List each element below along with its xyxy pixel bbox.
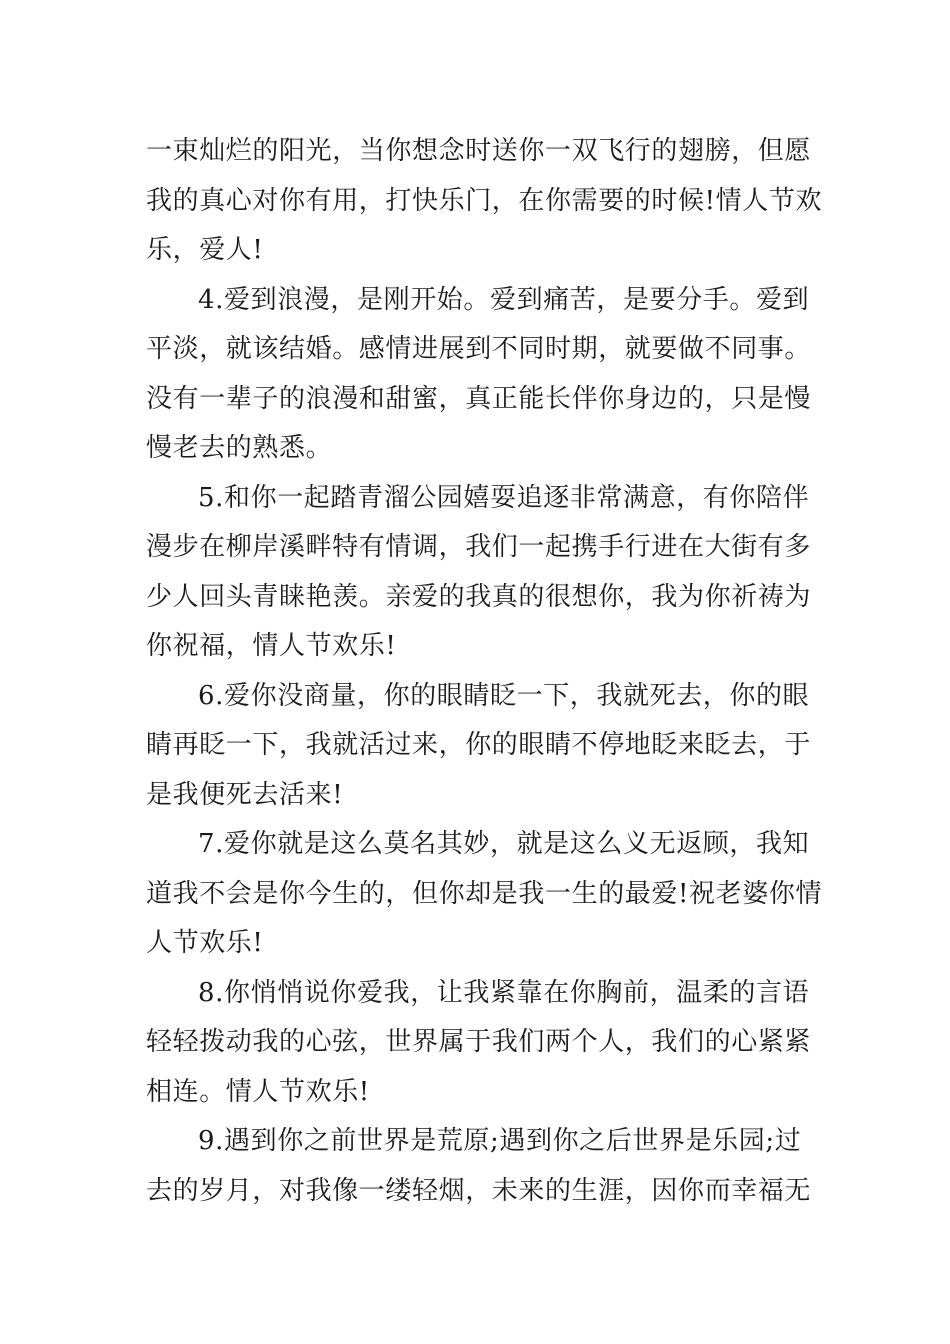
text-line: 没有一辈子的浪漫和甜蜜，真正能长伴你身边的，只是慢 bbox=[146, 383, 812, 414]
text-line: 平淡，就该结婚。感情进展到不同时期，就要做不同事。 bbox=[146, 334, 812, 364]
paragraph-4-start: 4.爱到浪漫，是刚开始。爱到痛苦，是要分手。爱到 bbox=[198, 284, 810, 315]
text-line: 慢老去的熟悉。 bbox=[146, 433, 333, 463]
text-line: 我的真心对你有用，打快乐门，在你需要的时候!情人节欢 bbox=[146, 185, 823, 216]
document-body bbox=[146, 127, 823, 1216]
paragraph-9-start: 9.遇到你之前世界是荒原;遇到你之后世界是乐园;过 bbox=[198, 1126, 802, 1156]
text-line: 乐，爱人! bbox=[146, 235, 264, 265]
paragraph-6-start: 6.爱你没商量，你的眼睛眨一下，我就死去，你的眼 bbox=[198, 680, 810, 711]
text-line: 轻轻拨动我的心弦，世界属于我们两个人，我们的心紧紧 bbox=[146, 1027, 812, 1057]
text-line: 人节欢乐! bbox=[146, 928, 264, 958]
text-line: 漫步在柳岸溪畔特有情调，我们一起携手行进在大街有多 bbox=[146, 532, 812, 562]
paragraph-7-start: 7.爱你就是这么莫名其妙，就是这么义无返顾，我知 bbox=[198, 829, 810, 859]
paragraph-5-start: 5.和你一起踏青溜公园嬉耍追逐非常满意，有你陪伴 bbox=[198, 482, 810, 513]
text-line: 是我便死去活来! bbox=[146, 779, 344, 810]
text-line: 相连。情人节欢乐! bbox=[146, 1076, 370, 1107]
text-line: 少人回头青睐艳羡。亲爱的我真的很想你，我为你祈祷为 bbox=[146, 581, 812, 612]
paragraph-8-start: 8.你悄悄说你爱我，让我紧靠在你胸前，温柔的言语 bbox=[198, 977, 810, 1008]
text-line: 道我不会是你今生的，但你却是我一生的最爱!祝老婆你情 bbox=[146, 878, 823, 909]
text-line: 你祝福，情人节欢乐! bbox=[146, 631, 397, 661]
text-line: 一束灿烂的阳光，当你想念时送你一双飞行的翅膀，但愿 bbox=[146, 136, 812, 166]
text-line: 去的岁月，对我像一缕轻烟，未来的生涯，因你而幸福无 bbox=[146, 1175, 812, 1206]
text-line: 睛再眨一下，我就活过来，你的眼睛不停地眨来眨去，于 bbox=[146, 730, 812, 760]
